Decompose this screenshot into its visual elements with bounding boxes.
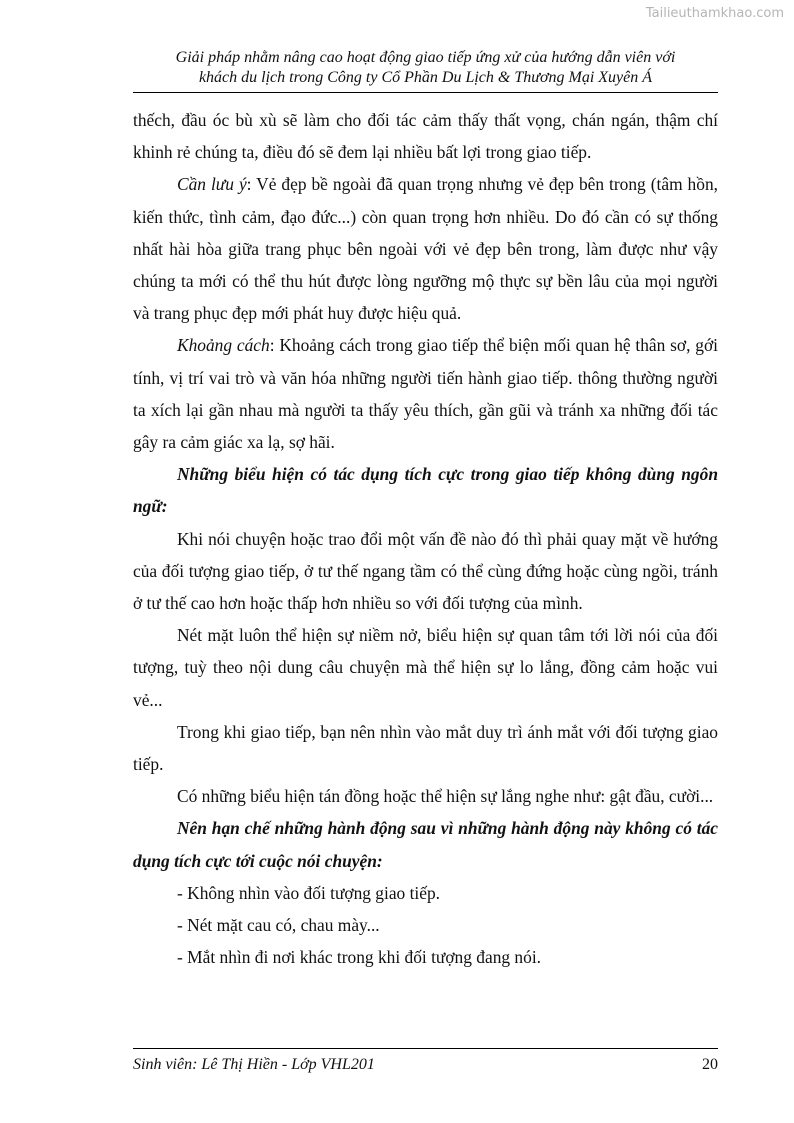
list-item: - Nét mặt cau có, chau mày...	[177, 915, 380, 936]
section-heading-positive: Những biểu hiện có tác dụng tích cực trong giao tiếp không dùng ngôn ngữ:	[133, 464, 718, 517]
footer-divider	[133, 1048, 718, 1049]
paragraph-listening: Có những biểu hiện tán đồng hoặc thể hiện sự lắng nghe như: gật đầu, cười...	[177, 786, 714, 807]
page-body	[133, 104, 718, 973]
watermark: Tailieuthamkhao.com	[645, 6, 784, 21]
list-item: - Mắt nhìn đi nơi khác trong khi đối tượng đang nói.	[177, 947, 541, 968]
paragraph-expression: Nét mặt luôn thể hiện sự niềm nở, biểu hiện sự quan tâm tới lời nói của đối tượng, tuỳ theo nội dung câu chuyện mà thể hiện sự lo lắng, đồng cảm hoặc vui vẻ...	[133, 625, 718, 710]
distance-text: : Khoảng cách trong giao tiếp thể biện mối quan hệ thân sơ, gới tính, vị trí vai trò và văn hóa những người tiến hành giao tiếp. thông thường người ta xích lại gần nhau mà người ta thấy yêu thích, gần gũi và tránh xa những đối tác gây ra cảm giác xa lạ, sợ hãi.	[133, 335, 718, 453]
paragraph-eye-contact: Trong khi giao tiếp, bạn nên nhìn vào mắt duy trì ánh mắt với đối tượng giao tiếp.	[133, 721, 718, 775]
list-item: - Không nhìn vào đối tượng giao tiếp.	[177, 882, 441, 903]
paragraph-continuation: thếch, đầu óc bù xù sẽ làm cho đối tác cảm thấy thất vọng, chán ngán, thậm chí khinh rẻ chúng ta, điều đó sẽ đem lại nhiều bất lợi trong giao tiếp.	[133, 110, 718, 163]
paragraph-facing: Khi nói chuyện hoặc trao đổi một vấn đề nào đó thì phải quay mặt về hướng của đối tượng giao tiếp, ở tư thế ngang tầm có thể cùng đứng hoặc cùng ngồi, tránh ở tư thế cao hơn hoặc thấp hơn nhiều so với đối tượng của mình.	[133, 528, 718, 614]
paragraph-note	[133, 168, 718, 329]
header-line-2: khách du lịch trong Công ty Cổ Phần Du Lịch & Thương Mại Xuyên Á	[198, 69, 653, 86]
running-header	[133, 48, 718, 88]
section-heading-avoid: Nên hạn chế những hành động sau vì những hành động này không có tác dụng tích cực tới cuộc nói chuyện:	[133, 818, 718, 871]
note-text: : Vẻ đẹp bề ngoài đã quan trọng nhưng vẻ đẹp bên trong (tâm hồn, kiến thức, tình cảm, đạo đức...) còn quan trọng hơn nhiều. Do đó cần có sự thống nhất hài hòa giữa trang phục bên ngoài với vẻ đẹp bên trong, làm được như vậy chúng ta mới có thể thu hút được lòng ngưỡng mộ thực sự bền lâu của mọi người và trang phục đẹp mới phát huy được hiệu quả.	[133, 174, 718, 324]
header-line-1: Giải pháp nhằm nâng cao hoạt động giao tiếp ứng xử của hướng dẫn viên với	[175, 49, 676, 66]
distance-label: Khoảng cách	[177, 335, 270, 356]
note-label: Cần lưu ý	[177, 174, 247, 195]
paragraph-distance	[133, 329, 718, 458]
header-divider	[133, 92, 718, 93]
page-number: 20	[702, 1056, 718, 1073]
footer-student: Sinh viên: Lê Thị Hiền - Lớp VHL201	[133, 1056, 375, 1073]
